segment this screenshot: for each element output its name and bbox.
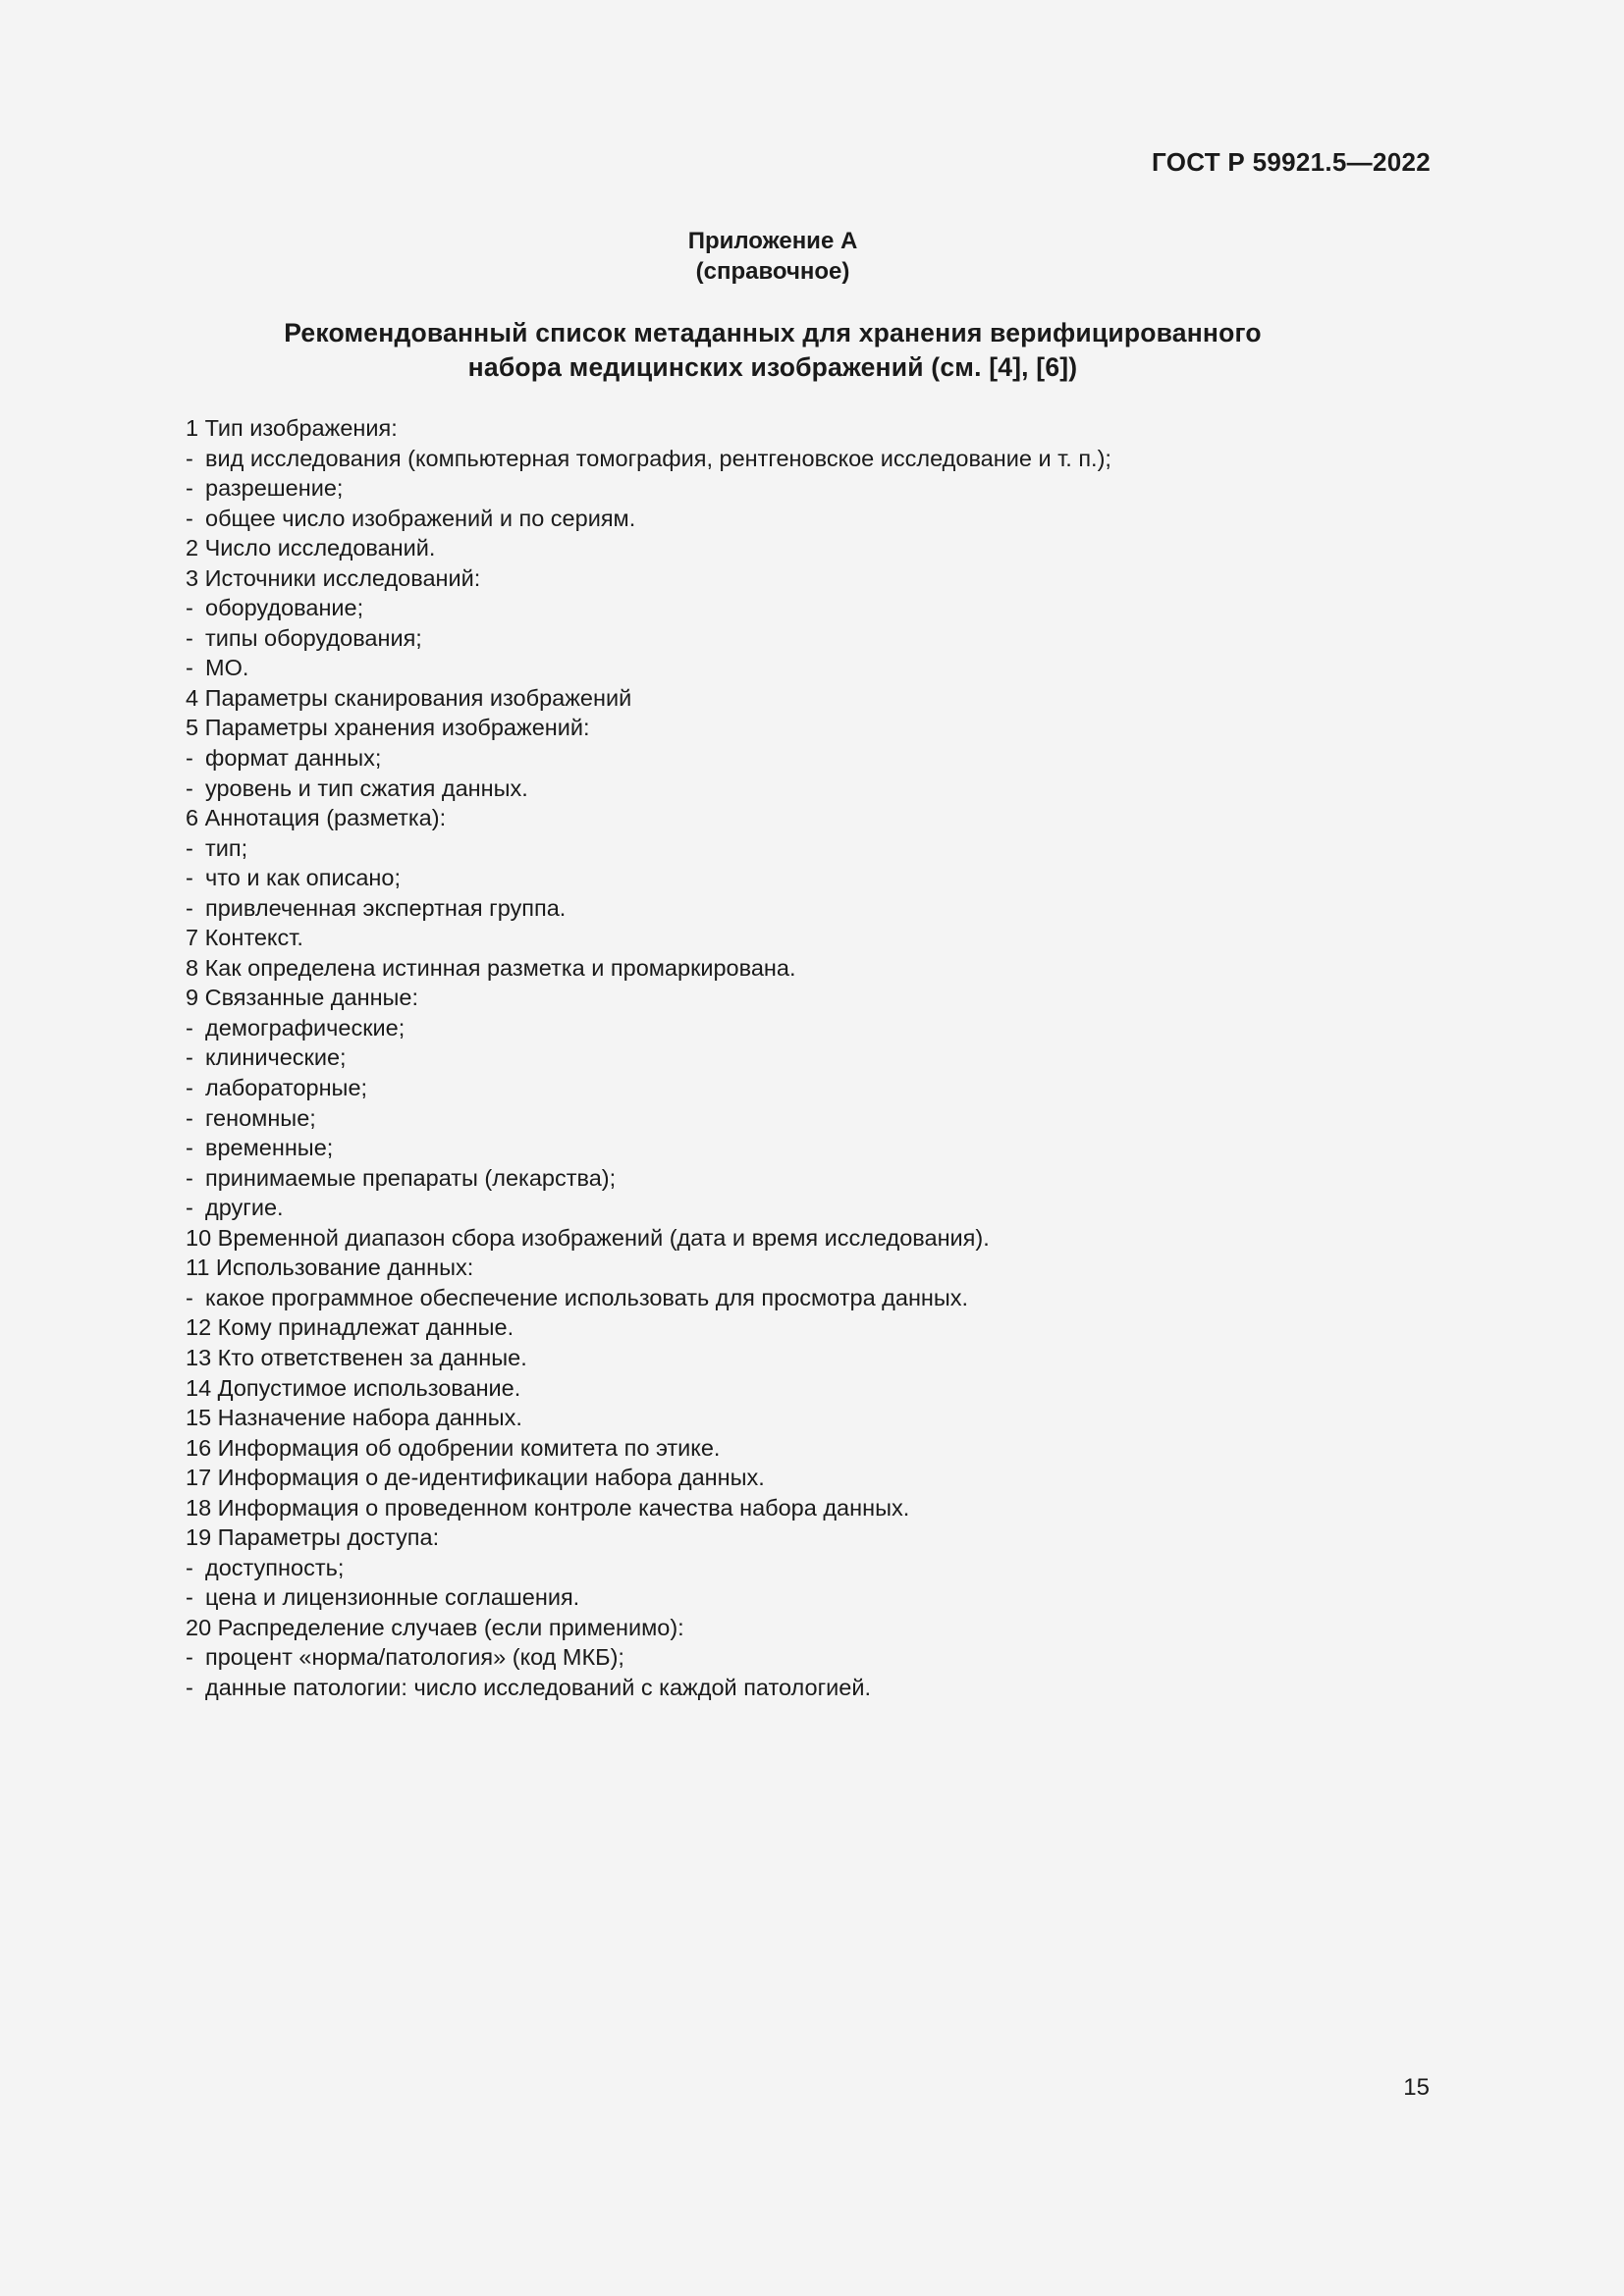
list-bullet-dash: - bbox=[186, 1554, 193, 1580]
list-bullet-dash: - bbox=[186, 1075, 193, 1101]
list-bullet-dash: - bbox=[186, 1284, 193, 1310]
list-bullet-dash: - bbox=[186, 865, 193, 891]
list-item-text: 9 Связанные данные: bbox=[186, 985, 419, 1011]
list-item bbox=[186, 953, 1462, 984]
document-code: ГОСТ Р 59921.5—2022 bbox=[1152, 147, 1431, 177]
list-item bbox=[186, 1312, 1462, 1343]
list-bullet-dash: - bbox=[186, 834, 193, 861]
list-item-text: клинические; bbox=[205, 1044, 347, 1071]
list-item-text: другие. bbox=[205, 1195, 284, 1221]
list-item-text: типы оборудования; bbox=[205, 624, 422, 651]
list-bullet-dash: - bbox=[186, 1135, 193, 1161]
list-subitem bbox=[186, 1193, 1462, 1223]
list-subitem bbox=[186, 1013, 1462, 1043]
list-item-text: 13 Кто ответственен за данные. bbox=[186, 1344, 527, 1370]
list-item bbox=[186, 1253, 1462, 1283]
list-item-text: 6 Аннотация (разметка): bbox=[186, 805, 447, 831]
list-item-text: 1 Тип изображения: bbox=[186, 415, 398, 441]
list-item-text: разрешение; bbox=[205, 475, 344, 502]
list-subitem bbox=[186, 1642, 1462, 1673]
list-bullet-dash: - bbox=[186, 894, 193, 921]
list-item bbox=[186, 533, 1462, 563]
list-item bbox=[186, 1522, 1462, 1553]
list-item-text: уровень и тип сжатия данных. bbox=[205, 774, 528, 801]
list-item-text: 2 Число исследований. bbox=[186, 535, 436, 561]
list-item-text: что и как описано; bbox=[205, 865, 401, 891]
list-item-text: 5 Параметры хранения изображений: bbox=[186, 715, 590, 741]
list-item bbox=[186, 1223, 1462, 1254]
list-item-text: 11 Использование данных: bbox=[186, 1255, 474, 1281]
appendix-label: Приложение А bbox=[687, 228, 858, 254]
list-item-text: 19 Параметры доступа: bbox=[186, 1524, 440, 1551]
list-item bbox=[186, 1493, 1462, 1523]
appendix-heading bbox=[0, 226, 1545, 287]
list-item-text: 3 Источники исследований: bbox=[186, 564, 481, 591]
list-item-text: привлеченная экспертная группа. bbox=[205, 894, 567, 921]
list-item bbox=[186, 923, 1462, 953]
list-bullet-dash: - bbox=[186, 1164, 193, 1191]
list-subitem bbox=[186, 1133, 1462, 1163]
list-bullet-dash: - bbox=[186, 1644, 193, 1671]
list-item bbox=[186, 1373, 1462, 1404]
list-item-text: лабораторные; bbox=[205, 1075, 368, 1101]
list-subitem bbox=[186, 743, 1462, 774]
list-subitem bbox=[186, 1553, 1462, 1583]
list-subitem bbox=[186, 1673, 1462, 1703]
list-item-text: 12 Кому принадлежат данные. bbox=[186, 1314, 514, 1341]
list-item-text: принимаемые препараты (лекарства); bbox=[205, 1164, 617, 1191]
list-subitem bbox=[186, 1582, 1462, 1613]
list-subitem bbox=[186, 473, 1462, 504]
list-item bbox=[186, 1403, 1462, 1433]
list-item-text: 18 Информация о проведенном контроле качества набора данных. bbox=[186, 1494, 910, 1521]
list-bullet-dash: - bbox=[186, 1104, 193, 1131]
list-subitem bbox=[186, 1103, 1462, 1134]
list-subitem bbox=[186, 504, 1462, 534]
list-item-text: 16 Информация об одобрении комитета по этике. bbox=[186, 1434, 721, 1461]
list-bullet-dash: - bbox=[186, 1584, 193, 1611]
list-bullet-dash: - bbox=[186, 505, 193, 531]
list-bullet-dash: - bbox=[186, 595, 193, 621]
list-bullet-dash: - bbox=[186, 475, 193, 502]
list-item-text: вид исследования (компьютерная томография, рентгеновское исследование и т. п.); bbox=[205, 445, 1111, 471]
list-bullet-dash: - bbox=[186, 1044, 193, 1071]
list-item bbox=[186, 413, 1462, 444]
list-item-text: демографические; bbox=[205, 1014, 406, 1041]
list-bullet-dash: - bbox=[186, 1674, 193, 1700]
document-title bbox=[0, 316, 1545, 385]
list-item-text: какое программное обеспечение использовать для просмотра данных. bbox=[205, 1284, 969, 1310]
list-item-text: процент «норма/патология» (код МКБ); bbox=[205, 1644, 624, 1671]
list-bullet-dash: - bbox=[186, 655, 193, 681]
list-item-text: формат данных; bbox=[205, 745, 382, 772]
list-item-text: 20 Распределение случаев (если применимо): bbox=[186, 1614, 684, 1640]
list-subitem bbox=[186, 1283, 1462, 1313]
list-bullet-dash: - bbox=[186, 1014, 193, 1041]
list-item bbox=[186, 983, 1462, 1013]
list-item bbox=[186, 563, 1462, 594]
list-item bbox=[186, 683, 1462, 714]
metadata-list bbox=[186, 413, 1462, 1703]
list-subitem bbox=[186, 774, 1462, 804]
list-item-text: 8 Как определена истинная разметка и промаркирована. bbox=[186, 954, 796, 981]
appendix-type: (справочное) bbox=[695, 258, 850, 285]
list-item bbox=[186, 1613, 1462, 1643]
list-item-text: доступность; bbox=[205, 1554, 345, 1580]
list-item-text: тип; bbox=[205, 834, 248, 861]
list-subitem bbox=[186, 623, 1462, 654]
list-item bbox=[186, 713, 1462, 743]
list-subitem bbox=[186, 593, 1462, 623]
list-item bbox=[186, 803, 1462, 833]
list-item bbox=[186, 1433, 1462, 1464]
list-item-text: МО. bbox=[205, 655, 249, 681]
list-item-text: 15 Назначение набора данных. bbox=[186, 1405, 522, 1431]
list-item-text: 7 Контекст. bbox=[186, 925, 303, 951]
list-subitem bbox=[186, 653, 1462, 683]
list-item-text: 10 Временной диапазон сбора изображений (дата и время исследования). bbox=[186, 1224, 990, 1251]
list-item-text: 14 Допустимое использование. bbox=[186, 1374, 521, 1401]
list-item-text: общее число изображений и по сериям. bbox=[205, 505, 636, 531]
list-item-text: оборудование; bbox=[205, 595, 364, 621]
list-item-text: геномные; bbox=[205, 1104, 316, 1131]
list-bullet-dash: - bbox=[186, 624, 193, 651]
list-bullet-dash: - bbox=[186, 1195, 193, 1221]
list-item-text: цена и лицензионные соглашения. bbox=[205, 1584, 580, 1611]
list-item-text: временные; bbox=[205, 1135, 334, 1161]
document-title-line-2: набора медицинских изображений (см. [4], [6]) bbox=[467, 352, 1078, 382]
document-title-line-1: Рекомендованный список метаданных для хранения верифицированного bbox=[284, 318, 1262, 347]
list-subitem bbox=[186, 863, 1462, 893]
list-item bbox=[186, 1343, 1462, 1373]
list-bullet-dash: - bbox=[186, 774, 193, 801]
list-bullet-dash: - bbox=[186, 745, 193, 772]
list-subitem bbox=[186, 1073, 1462, 1103]
list-subitem bbox=[186, 1163, 1462, 1194]
list-subitem bbox=[186, 1042, 1462, 1073]
list-subitem bbox=[186, 833, 1462, 864]
list-item bbox=[186, 1463, 1462, 1493]
list-subitem bbox=[186, 444, 1462, 474]
page-number: 15 bbox=[1403, 2074, 1430, 2101]
list-subitem bbox=[186, 893, 1462, 924]
list-item-text: 4 Параметры сканирования изображений bbox=[186, 684, 632, 711]
list-item-text: данные патологии: число исследований с каждой патологией. bbox=[205, 1674, 872, 1700]
list-item-text: 17 Информация о де-идентификации набора данных. bbox=[186, 1465, 765, 1491]
list-bullet-dash: - bbox=[186, 445, 193, 471]
